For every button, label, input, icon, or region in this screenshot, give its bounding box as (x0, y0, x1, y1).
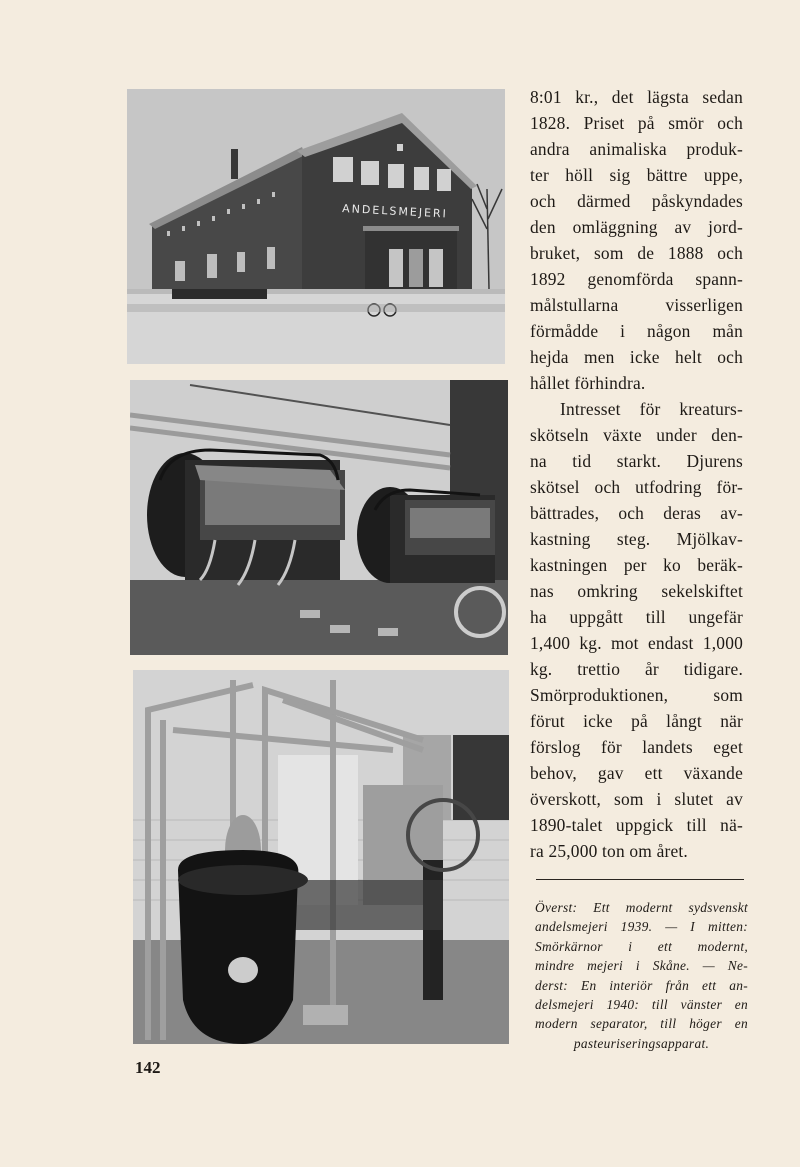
caption-line: delsmejeri 1940: till vänster en (535, 997, 748, 1013)
caption-line: mindre mejeri i Skåne. — Ne- (535, 958, 748, 974)
body-line: förmådde i någon mån (530, 321, 743, 341)
body-line: 1892 genomförda spann- (530, 269, 743, 289)
body-line: andra animaliska produk- (530, 139, 743, 159)
caption-line: Smörkärnor i ett modernt, (535, 938, 748, 954)
body-line: na tid starkt. Djurens (530, 451, 743, 471)
page-number: 142 (135, 1058, 161, 1077)
paragraph-end-line: hållet förhindra. (530, 373, 646, 393)
body-line: målstullarna visserligen (530, 295, 743, 315)
body-line: ha uppgått till ungefär (530, 607, 743, 627)
body-line: skötseln växte under den- (530, 425, 743, 445)
dairy-interior-image (133, 670, 509, 1044)
body-line: överskott, som i slutet av (530, 789, 743, 809)
body-line: kastning steg. Mjölkav- (530, 529, 743, 549)
photo-butter-churns (130, 380, 508, 655)
body-line: bruket, som de 1888 och (530, 243, 743, 263)
caption-line: andelsmejeri 1939. — I mitten: (535, 919, 748, 935)
caption-divider (536, 879, 744, 880)
body-line: Smörproduktionen, som (530, 685, 743, 705)
svg-text:ANDELSMEJERI: ANDELSMEJERI (341, 202, 449, 221)
body-line: skötsel och utfodring för- (530, 477, 743, 497)
photo-dairy-interior (133, 670, 509, 1044)
caption-line: pasteuriseringsapparat. (573, 1035, 710, 1051)
caption-line: modern separator, till höger en (535, 1016, 748, 1032)
body-line: 1828. Priset på smör och (530, 113, 743, 133)
body-text-column (530, 84, 743, 864)
body-line: förut icke på långt när (530, 711, 743, 731)
dairy-building-image (127, 89, 505, 364)
paragraph-end-line: ra 25,000 ton om året. (530, 841, 688, 861)
body-line: kg. trettio år tidigare. (530, 659, 743, 679)
paragraph-start-line: Intresset för kreaturs- (560, 399, 743, 419)
photo-caption (535, 898, 748, 1053)
body-line: hejda men icke helt och (530, 347, 743, 367)
body-line: och därmed påskyndades (530, 191, 743, 211)
photo-dairy-building (127, 89, 505, 364)
caption-line: derst: En interiör från ett an- (535, 977, 748, 993)
body-line: nas omkring sekelskiftet (530, 581, 743, 601)
butter-churns-image (130, 380, 508, 655)
body-line: kastningen per ko beräk- (530, 555, 743, 575)
body-line: behov, gav ett växande (530, 763, 743, 783)
caption-line: Överst: Ett modernt sydsvenskt (535, 900, 748, 915)
body-line: den omläggning av jord- (530, 217, 743, 237)
body-line: bättrades, och deras av- (530, 503, 743, 523)
body-line: ter höll sig bättre uppe, (530, 165, 743, 185)
body-line: 8:01 kr., det lägsta sedan (530, 87, 743, 107)
body-line: 1890-talet uppgick till nä- (530, 815, 743, 835)
body-line: förslog för landets eget (530, 737, 743, 757)
body-line: 1,400 kg. mot endast 1,000 (530, 633, 743, 653)
